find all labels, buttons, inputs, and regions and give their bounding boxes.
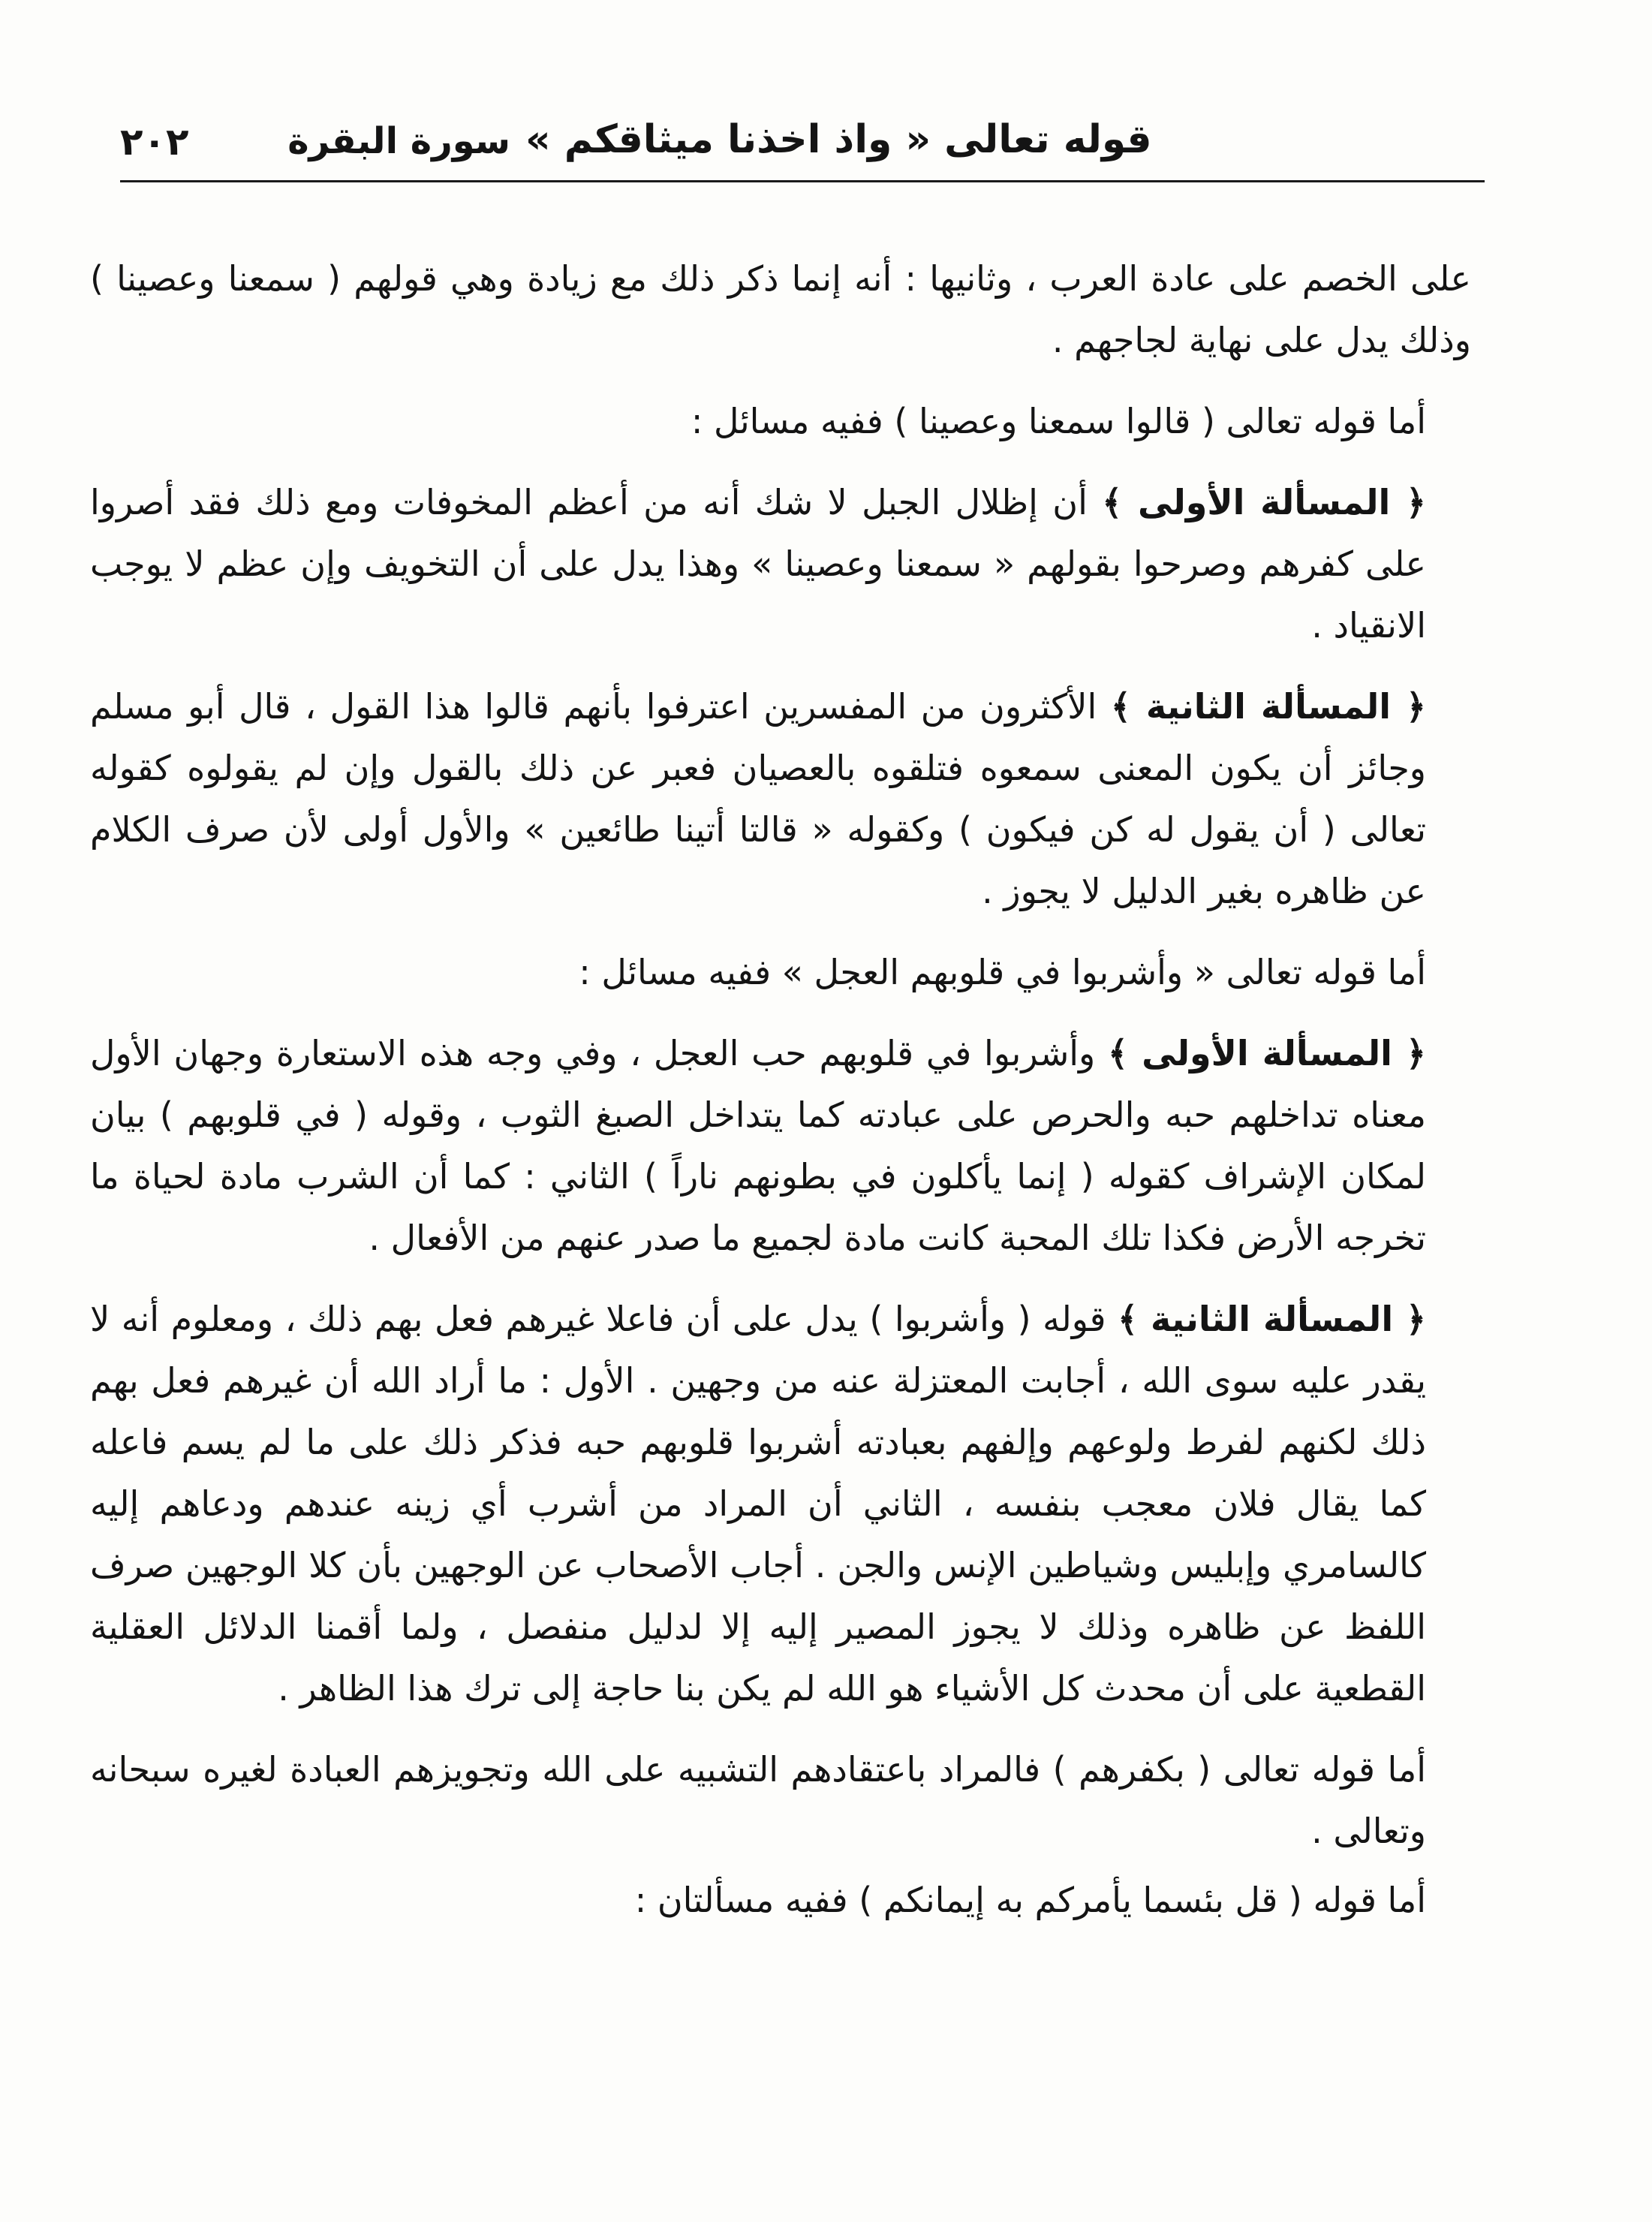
paragraph-text: أما قوله تعالى ( قالوا سمعنا وعصينا ) ففيه مسائل : bbox=[691, 401, 1426, 441]
issue-label: ﴿ المسألة الثانية ﴾ bbox=[1118, 1299, 1426, 1339]
issue-paragraph bbox=[90, 1022, 1471, 1269]
section-intro bbox=[90, 1869, 1471, 1931]
header-divider bbox=[120, 180, 1485, 182]
issue-paragraph bbox=[90, 471, 1471, 656]
issue-paragraph bbox=[90, 1288, 1471, 1719]
section-intro bbox=[90, 390, 1471, 452]
paragraph-text: الأكثرون من المفسرين اعترفوا بأنهم قالوا هذا القول ، قال أبو مسلم وجائز أن يكون المعنى سمعوه فتلقوه بالعصيان فعبر عن ذلك بالقول وإن لم يقولوه كقوله تعالى ( أن يقول له كن فيكون ) وكقوله « قالتا أتينا طائعين » والأول أولى لأن صرف الكلام عن ظاهره بغير الدليل لا يجوز . bbox=[90, 686, 1426, 911]
issue-label: ﴿ المسألة الثانية ﴾ bbox=[1110, 686, 1427, 727]
paragraph bbox=[90, 1739, 1471, 1862]
paragraph-text: أن إظلال الجبل لا شك أنه من أعظم المخوفات ومع ذلك فقد أصروا على كفرهم وصرحوا بقولهم « سمعنا وعصينا » وهذا يدل على أن التخويف وإن عظم لا يوجب الانقياد . bbox=[90, 482, 1426, 646]
paragraph-text: أما قوله ( قل بئسما يأمركم به إيمانكم ) ففيه مسألتان : bbox=[634, 1880, 1426, 1920]
issue-label: ﴿ المسألة الأولى ﴾ bbox=[1102, 482, 1426, 522]
section-intro bbox=[90, 941, 1471, 1003]
running-title: قوله تعالى « واذ اخذنا ميثاقكم » bbox=[525, 117, 1152, 162]
issue-paragraph bbox=[90, 676, 1471, 922]
running-header bbox=[120, 111, 1471, 171]
issue-label: ﴿ المسألة الأولى ﴾ bbox=[1108, 1033, 1426, 1073]
paragraph bbox=[90, 248, 1471, 371]
paragraph-text: أما قوله تعالى « وأشربوا في قلوبهم العجل » ففيه مسائل : bbox=[579, 952, 1426, 992]
paragraph-text: وأشربوا في قلوبهم حب العجل ، وفي وجه هذه الاستعارة وجهان الأول معناه تداخلهم حبه والحرص على عبادته كما يتداخل الصبغ الثوب ، وقوله ( في قلوبهم ) بيان لمكان الإشراف كقوله ( إنما يأكلون في بطونهم ناراً ) الثاني : كما أن الشرب مادة لحياة ما تخرجه الأرض فكذا تلك المحبة كانت مادة لجميع ما صدر عنهم من الأفعال . bbox=[90, 1033, 1426, 1258]
paragraph-text: قوله ( وأشربوا ) يدل على أن فاعلا غيرهم فعل بهم ذلك ، ومعلوم أنه لا يقدر عليه سوى الله ، أجابت المعتزلة عنه من وجهين . الأول : ما أراد الله أن غيرهم فعل بهم ذلك لكنهم لفرط ولوعهم وإلفهم بعبادته أشربوا قلوبهم حبه فذكر ذلك على ما لم يسم فاعله كما يقال فلان معجب بنفسه ، الثاني أن المراد من أشرب أي زينه عندهم ودعاهم إليه كالسامري وإبليس وشياطين الإنس والجن . أجاب الأصحاب عن الوجهين بأن كلا الوجهين صرف اللفظ عن ظاهره وذلك لا يجوز المصير إليه إلا لدليل منفصل ، ولما أقمنا الدلائل العقلية القطعية على أن محدث كل الأشياء هو الله لم يكن بنا حاجة إلى ترك هذا الظاهر . bbox=[90, 1299, 1426, 1709]
text-body bbox=[90, 248, 1471, 2169]
page-number: ٢٠٢ bbox=[120, 120, 189, 164]
paragraph-text: أما قوله تعالى ( بكفرهم ) فالمراد باعتقادهم التشبيه على الله وتجويزهم العبادة لغيره سبحانه وتعالى . bbox=[90, 1749, 1426, 1851]
surah-name: سورة البقرة bbox=[287, 120, 510, 162]
paragraph-text: على الخصم على عادة العرب ، وثانيها : أنه إنما ذكر ذلك مع زيادة وهي قولهم ( سمعنا وعصينا ) وذلك يدل على نهاية لجاجهم . bbox=[90, 258, 1471, 360]
